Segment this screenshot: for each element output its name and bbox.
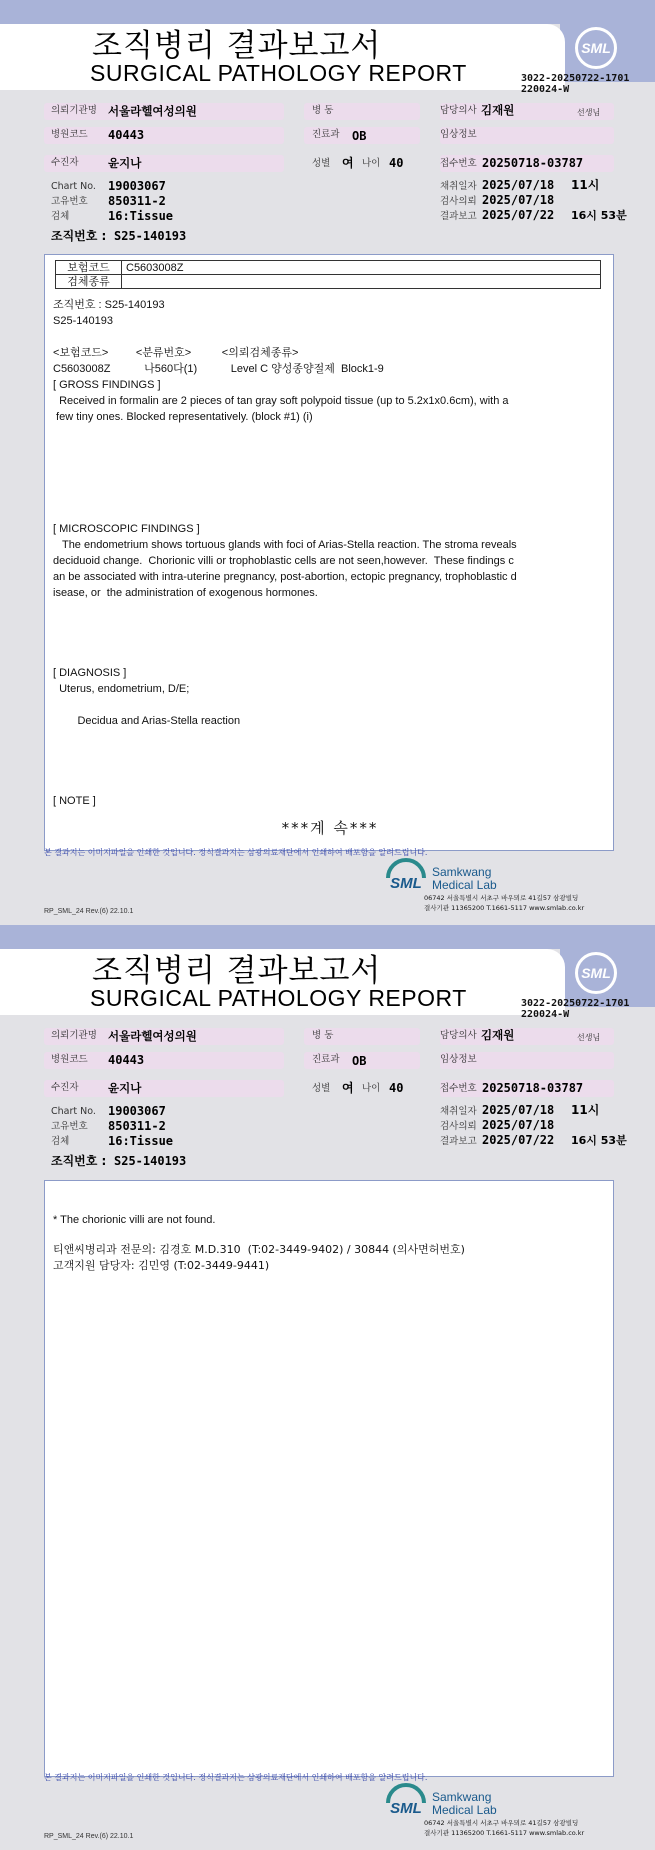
reported-date: 2025/07/22 (482, 208, 555, 222)
tissue-no: S25-140193 (114, 1154, 187, 1168)
insurance-table (55, 260, 601, 289)
hospital-code: 40443 (108, 1053, 145, 1067)
sex: 여 (342, 1081, 354, 1095)
doctor-name: 김재원 (481, 103, 515, 117)
reception-no: 20250718-03787 (482, 1081, 584, 1095)
continued-marker: ***계 속*** (281, 819, 379, 837)
collected-date: 2025/07/18 (482, 178, 555, 192)
diagnosis-title: [ DIAGNOSIS ] (53, 667, 127, 679)
collected-time: 11시 (571, 1103, 600, 1117)
specimen-type-label: 검체종류 (56, 275, 122, 289)
diagnosis-text-2: Decidua and Arias-Stella reaction (53, 715, 241, 727)
note-text: * The chorionic villi are not found. (53, 1214, 216, 1226)
tissue-line: 조직번호 : S25-140193 (53, 299, 165, 311)
collected-time: 11시 (571, 178, 600, 192)
patient-name: 윤지나 (108, 156, 142, 170)
hospital-code: 40443 (108, 128, 145, 142)
reported-time: 16시 53분 (571, 209, 627, 222)
support-contact: 고객지원 담당자: 김민영 (T:02-3449-9441) (53, 1259, 270, 1272)
samkwang-logo-icon (384, 1781, 428, 1825)
pathologist-contact: 티앤씨병리과 전문의: 김경호 M.D.310 (T:02-3449-9402) / 30844 (의사면허번호) (53, 1243, 465, 1256)
print-notice: 본 결과지는 이미지파일을 인쇄한 것입니다. 정식결과지는 삼광의료재단에서 인쇄하여 배포함을 알려드립니다. (44, 848, 428, 857)
id-no: 850311-2 (108, 1119, 166, 1133)
requested-date: 2025/07/18 (482, 193, 555, 207)
patient-name: 윤지나 (108, 1081, 142, 1095)
sml-logo-icon: SML (575, 27, 617, 69)
hospital-name: 서울라헬여성의원 (108, 1029, 197, 1043)
micro-text-1: The endometrium shows tortuous glands with foci of Arias-Stella reaction. The stroma reveals (53, 539, 517, 551)
specimen: 16:Tissue (108, 1134, 174, 1148)
department: OB (352, 1054, 367, 1068)
micro-text-3: an be associated with intra-uterine pregnancy, post-abortion, ectopic pregnancy, trophoblastic d (53, 571, 517, 583)
micro-text-2: deciduoid change. Chorionic villi or trophoblastic cells are not seen,however. These findings c (53, 555, 514, 567)
age: 40 (389, 1081, 404, 1095)
lab-address: 06742 서울특별시 서초구 바우뫼로 41길57 삼광빌딩 (424, 1819, 579, 1827)
chart-no: 19003067 (108, 179, 166, 193)
lab-logo-text: SML (390, 875, 422, 892)
lab-address: 06742 서울특별시 서초구 바우뫼로 41길57 삼광빌딩 (424, 894, 579, 902)
tissue-no-label: 조직번호 : (51, 229, 107, 243)
column-headers: <보험코드> <분류번호> <의뢰검체종류> (53, 347, 299, 359)
report-code: 3022-20250722-1701 220024-W (521, 73, 630, 95)
column-values: C5603008Z 나560다(1) Level C 양성종양절제 Block1-9 (53, 363, 384, 375)
lab-contact: 결사기관 11365200 T.1661-5117 www.smlab.co.kr (424, 904, 585, 912)
patient-field (44, 155, 284, 172)
tissue-line-2: S25-140193 (53, 315, 113, 327)
note-title: [ NOTE ] (53, 795, 96, 807)
department: OB (352, 129, 367, 143)
revision-no: RP_SML_24 Rev.(6) 22.10.1 (44, 908, 134, 915)
gross-title: [ GROSS FINDINGS ] (53, 379, 161, 391)
reported-date: 2025/07/22 (482, 1133, 555, 1147)
gross-text-1: Received in formalin are 2 pieces of tan gray soft polypoid tissue (up to 5.2x1x0.6cm), with a (53, 395, 509, 407)
sex: 여 (342, 156, 354, 170)
ins-code-value: C5603008Z (122, 261, 601, 275)
id-no: 850311-2 (108, 194, 166, 208)
tissue-no-label: 조직번호 : (51, 1154, 107, 1168)
report-page-2: SML 조직병리 결과보고서 SURGICAL PATHOLOGY REPORT 3022-20250722-1701 220024-W 의뢰기관명 서울라헬여성의원 병원코드 40443 수진자 윤지나 Chart No. 19003067 고유번호 850311-2 검체 16:Tissue 조직번호 : S25-140193 병 동 진료과 OB 성별 여 나이 40 담당의사 김재원 선생님 임상정보 접수번호 20250718-03787 채취일자 2025/07/18 11시 검사의뢰 2025/07/18 결과보고 2025/07/22 16시 53분 * The chorionic villi are not found. 티앤씨병리과 전문의: 김경호 M.D.310 (T:02-3449-9402) / 30844 (의사면허번호) 고객지원 담당자: 김민영 (T:02-3449-9441) 본 결과지는 이미지파일을 인쇄한 것입니다. 정식결과지는 삼광의료재단에서 인쇄하여 배포함을 알려드립니다. SML Samkwang Medical Lab 06742 서울특별시 서초구 바우뫼로 41길57 삼광빌딩 결사기관 11365200 T.1661-5117 www.smlab.co.kr RP_SML_24 Rev.(6) 22.10.1 (0, 925, 655, 1850)
table-row (56, 261, 601, 275)
age: 40 (389, 156, 404, 170)
report-title-korean: 조직병리 결과보고서 (92, 953, 382, 989)
lab-contact: 결사기관 11365200 T.1661-5117 www.smlab.co.kr (424, 1829, 585, 1837)
table-row (56, 275, 601, 289)
chart-no: 19003067 (108, 1104, 166, 1118)
ins-code-label: 보험코드 (56, 261, 122, 275)
report-title-english: SURGICAL PATHOLOGY REPORT (90, 60, 467, 86)
diagnosis-text-1: Uterus, endometrium, D/E; (53, 683, 190, 695)
requested-date: 2025/07/18 (482, 1118, 555, 1132)
sml-logo-icon: SML (575, 952, 617, 994)
reception-no: 20250718-03787 (482, 156, 584, 170)
collected-date: 2025/07/18 (482, 1103, 555, 1117)
report-title-korean: 조직병리 결과보고서 (92, 28, 382, 64)
lab-logo-text: SML (390, 1800, 422, 1817)
print-notice: 본 결과지는 이미지파일을 인쇄한 것입니다. 정식결과지는 삼광의료재단에서 인쇄하여 배포함을 알려드립니다. (44, 1773, 428, 1782)
gross-text-2: few tiny ones. Blocked representatively. (block #1) (i) (53, 411, 313, 423)
report-content-box (44, 254, 614, 851)
hospital-name: 서울라헬여성의원 (108, 104, 197, 118)
tissue-no: S25-140193 (114, 229, 187, 243)
micro-text-4: isease, or the administration of exogenous hormones. (53, 587, 318, 599)
samkwang-logo-icon (384, 856, 428, 900)
report-content-box (44, 1180, 614, 1777)
lab-name: Samkwang Medical Lab (432, 865, 497, 892)
specimen: 16:Tissue (108, 209, 174, 223)
report-title-english: SURGICAL PATHOLOGY REPORT (90, 985, 467, 1011)
patient-field (44, 1080, 284, 1097)
micro-title: [ MICROSCOPIC FINDINGS ] (53, 523, 200, 535)
reported-time: 16시 53분 (571, 1134, 627, 1147)
doctor-name: 김재원 (481, 1028, 515, 1042)
header-band (0, 925, 655, 949)
header-band (0, 0, 655, 24)
specimen-type-value (122, 275, 601, 289)
lab-name: Samkwang Medical Lab (432, 1790, 497, 1817)
revision-no: RP_SML_24 Rev.(6) 22.10.1 (44, 1833, 134, 1840)
report-code: 3022-20250722-1701 220024-W (521, 998, 630, 1020)
report-page-1: SML 조직병리 결과보고서 SURGICAL PATHOLOGY REPORT 3022-20250722-1701 220024-W 의뢰기관명 서울라헬여성의원 병원코드 40443 수진자 윤지나 Chart No. 19003067 고유번호 850311-2 검체 16:Tissue 조직번호 : S25-140193 병 동 진료과 OB 성별 여 나이 40 담당의사 김재원 선생님 임상정보 접수번호 20250718-03787 채취일자 2025/07/18 11시 검사의뢰 2025/07/18 결과보고 2025/07/22 16시 53분 보험코드 C5603008Z 검체종류 조직번호 : S25-140193 S25-140193 <보험코드> <분류번호> <의뢰검체종류> C5603008Z 나560다(1) Level C 양성종양절제 Block1-9 [ GROSS FINDINGS ] Received in formalin are 2 pieces of tan gray soft polypoid tissue (up to 5.2x1x0.6cm), with a few tiny ones. Blocked representatively. (block #1) (i) [ MICROSCOPIC FINDINGS ] The endometrium shows tortuous glands with foci of Arias-Stella reaction. The stroma reveals deciduoid change. Chorionic villi or trophoblastic cells are not seen,however. These findings c an be associated with intra-uterine pregnancy, post-abortion, ectopic pregnancy, trophoblastic d isease, or the administration of exogenous hormones. [ DIAGNOSIS ] Uterus, endometrium, D/E; Decidua and Arias-Stella reaction [ NOTE ] ***계 속*** 본 결과지는 이미지파일을 인쇄한 것입니다. 정식결과지는 삼광의료재단에서 인쇄하여 배포함을 알려드립니다. SML Samkwang Medical Lab 06742 서울특별시 서초구 바우뫼로 41길57 삼광빌딩 결사기관 11365200 T.1661-5117 www.smlab.co.kr RP_SML_24 Rev.(6) 22.10.1 (0, 0, 655, 925)
